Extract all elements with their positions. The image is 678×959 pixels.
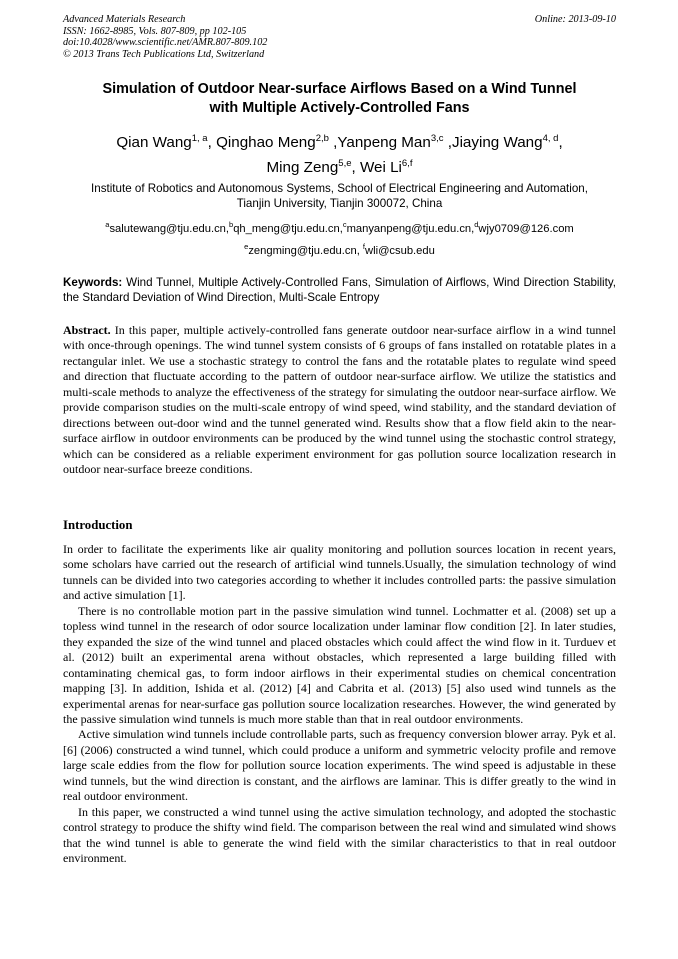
- author: Wei Li$^{6,f}$: [359, 158, 413, 176]
- author-line-1: [63, 130, 616, 155]
- author-line-2: [63, 155, 616, 180]
- paragraph: Active simulation wind tunnels include controllable parts, such as frequency conversion blower array. Pyk et al. [6] (2006) constructed a wind tunnel, which could produce a uniform and symmetric velocity profile and remove large scale eddies from the flow for pollution source location experiments. The wind speed is adjustable in these wind tunnels, but the wind direction is constant, and the airflows are laminar. This is differ greatly to the wind in real outdoor environment.: [63, 727, 616, 804]
- journal-copyright: © 2013 Trans Tech Publications Ltd, Switzerland: [63, 48, 265, 60]
- author-list: [63, 130, 616, 180]
- email: $^a$salutewang@tju.edu.cn,: [105, 220, 230, 235]
- journal-doi: doi:10.4028/www.scientific.net/AMR.807-809.102: [63, 37, 268, 49]
- keywords-label: Keywords:: [63, 276, 123, 289]
- author: Jiaying Wang$^{4, d}$,: [451, 133, 563, 151]
- title-line-2: with Multiple Actively-Controlled Fans: [209, 99, 470, 116]
- paper-title: [63, 80, 616, 117]
- journal-name: Advanced Materials Research: [63, 14, 186, 25]
- keywords: [63, 276, 616, 305]
- introduction-heading: Introduction: [63, 518, 133, 532]
- email: $^d$wjy0709@126.com: [474, 220, 574, 235]
- email-line-1: [63, 218, 616, 240]
- author-emails: [63, 218, 616, 262]
- abstract-text: In this paper, multiple actively-controlled fans generate outdoor near-surface airflow in a wind tunnel with once-through openings. The wind tunnel system consists of 6 groups of fans installed on rotatable plates in a rectangular inlet. We use a stochastic strategy to control the fans and the rotatable plates to regulate wind speed and direction that fluctuate according to the pattern of outdoor near-surface airflow. We utilize the statistics and multi-scale methods to analyze the effectiveness of the strategy for simulating the outdoor near-surface airflow. We provide comparison studies on the multi-scale entropy of wind speed, wind stability, and the standard deviation of directions between out-door wind and the tunnel generated wind. Results show that a flow field akin to the near-surface airflow in outdoor environments can be produced by the wind tunnel using the stochastic control strategy, which can be considered as a reliable experiment environment for gas pollution source localization research in outdoor near-surface breeze conditions.: [63, 323, 616, 477]
- title-line-1: Simulation of Outdoor Near-surface Airflows Based on a Wind Tunnel: [102, 81, 577, 97]
- abstract-label: Abstract.: [63, 323, 111, 337]
- paragraph: In this paper, we constructed a wind tunnel using the active simulation technology, and adopted the stochastic control strategy to produce the shifty wind field. The comparison between the real wind and simulated wind shows that the wind tunnel is able to generate the wind field with the similar characteristics to that in real outdoor environment.: [63, 804, 616, 866]
- author: Yanpeng Man$^{3,c}$ ,: [337, 133, 452, 151]
- affiliation: [63, 181, 616, 212]
- email: $^e$zengming@tju.edu.cn,: [244, 242, 363, 257]
- email: $^f$wli@csub.edu: [362, 242, 435, 257]
- introduction-body: [63, 542, 616, 867]
- author: Qian Wang$^{1, a}$,: [116, 133, 217, 151]
- journal-issn: ISSN: 1662-8985, Vols. 807-809, pp 102-105: [63, 25, 247, 37]
- author: Qinghao Meng$^{2,b}$ ,: [216, 133, 338, 151]
- paragraph: There is no controllable motion part in the passive simulation wind tunnel. Lochmatter et al. (2008) set up a topless wind tunnel in the research of odor source localization under laminar flow condition [2]. In later studies, they expanded the size of the wind tunnel and placed obstacles which could affect the wind flow in it. Turduev et al. (2012) built an experimental arena without obstacles, which represented a large building filled with contaminating chemical gas, to form indoor airflows in their experimental studies on chemical concentration mapping [3]. In addition, Ishida et al. (2012) [4] and Cabrita et al. (2013) [5] also used wind tunnels as the experimental arenas for near-surface gas pollution source localization researches. However, the wind generated by the passive simulation wind tunnels is much more stable than that in real outdoor environments.: [63, 603, 616, 726]
- author: Ming Zeng$^{5,e}$,: [266, 158, 360, 176]
- keywords-text: Wind Tunnel, Multiple Actively-Controlled Fans, Simulation of Airflows, Wind Direction Stability, the Standard Deviation of Wind Direction, Multi-Scale Entropy: [63, 276, 616, 304]
- affiliation-line-2: Tianjin University, Tianjin 300072, China: [236, 197, 443, 211]
- email-line-2: [63, 240, 616, 262]
- affiliation-line-1: Institute of Robotics and Autonomous Systems, School of Electrical Engineering and Automation,: [91, 182, 588, 195]
- email: $^b$qh_meng@tju.edu.cn,: [229, 220, 343, 235]
- email: $^c$manyanpeng@tju.edu.cn,: [342, 220, 475, 235]
- online-date: Online: 2013-09-10: [534, 14, 616, 25]
- paragraph: In order to facilitate the experiments like air quality monitoring and pollution sources location in recent years, some scholars have carried out the research of artificial wind tunnels.Usually, the simulation technology of wind tunnels can be divided into two categories according to whether it includes controlled parts: the passive simulation and active simulation [1].: [63, 542, 616, 603]
- abstract: [63, 323, 616, 478]
- journal-header: [63, 14, 616, 60]
